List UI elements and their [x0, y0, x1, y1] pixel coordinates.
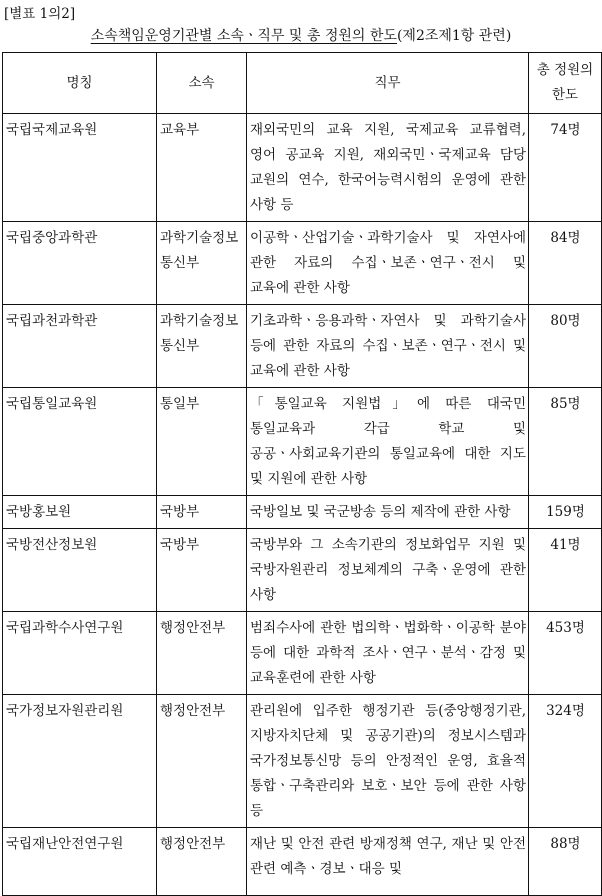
- cell-name: 국립통일교육원: [3, 388, 157, 496]
- cell-quota: 80명: [529, 305, 602, 388]
- title-suffix: (제2조제1항 관련): [396, 28, 512, 44]
- cell-affiliation: 과학기술정보통신부: [157, 305, 247, 388]
- cell-name: 국립재난안전연구원: [3, 828, 157, 896]
- cell-affiliation: 행정안전부: [157, 828, 247, 896]
- cell-affiliation: 통일부: [157, 388, 247, 496]
- header-quota: 총 정원의 한도: [529, 53, 602, 114]
- title-main: 소속책임운영기관별 소속ㆍ직무 및 총 정원의 한도: [90, 28, 397, 44]
- table-header-row: [3, 53, 602, 114]
- cell-duty: 관리원에 입주한 행정기관 등(중앙행정기관, 지방자치단체 및 공공기관)의 정보시스템과 국가정보통신망 등의 안정적인 운영, 효율적 통합ㆍ구축관리와 보호ㆍ보안 등에 관한 사항 등: [247, 695, 529, 828]
- table-row: [3, 496, 602, 529]
- cell-affiliation: 국방부: [157, 529, 247, 612]
- cell-duty: 기초과학ㆍ응용과학ㆍ자연사 및 과학기술사 등에 관한 자료의 수집ㆍ보존ㆍ연구ㆍ전시 및 교육에 관한 사항: [247, 305, 529, 388]
- cell-name: 국가정보자원관리원: [3, 695, 157, 828]
- quota-table: [2, 52, 602, 896]
- cell-duty: 국방부와 그 소속기관의 정보화업무 지원 및 국방자원관리 정보체계의 구축ㆍ운영에 관한 사항: [247, 529, 529, 612]
- cell-duty: 범죄수사에 관한 법의학ㆍ법화학ㆍ이공학 분야 등에 대한 과학적 조사ㆍ연구ㆍ분석ㆍ감정 및 교육훈련에 관한 사항: [247, 612, 529, 695]
- appendix-reference: [별표 1의2]: [4, 6, 76, 22]
- cell-quota: 41명: [529, 529, 602, 612]
- header-duty: 직무: [247, 53, 529, 114]
- cell-quota: 159명: [529, 496, 602, 529]
- cell-duty: 재외국민의 교육 지원, 국제교육 교류협력, 영어 공교육 지원, 재외국민ㆍ국제교육 담당 교원의 연수, 한국어능력시험의 운영에 관한 사항 등: [247, 114, 529, 222]
- cell-quota: 88명: [529, 828, 602, 896]
- cell-name: 국립과천과학관: [3, 305, 157, 388]
- table-row: [3, 828, 602, 896]
- cell-name: 국립중앙과학관: [3, 222, 157, 305]
- cell-affiliation: 교육부: [157, 114, 247, 222]
- cell-affiliation: 국방부: [157, 496, 247, 529]
- cell-duty: 「통일교육 지원법」에 따른 대국민 통일교육과 각급 학교 및 공공ㆍ사회교육기관의 통일교육에 대한 지도 및 지원에 관한 사항: [247, 388, 529, 496]
- cell-name: 국방전산정보원: [3, 529, 157, 612]
- document-title: [0, 25, 602, 45]
- cell-duty: 국방일보 및 국군방송 등의 제작에 관한 사항: [247, 496, 529, 529]
- header-affiliation: 소속: [157, 53, 247, 114]
- table-row: [3, 612, 602, 695]
- cell-name: 국립국제교육원: [3, 114, 157, 222]
- cell-duty: 재난 및 안전 관련 방재정책 연구, 재난 및 안전 관련 예측ㆍ경보ㆍ대응 및: [247, 828, 529, 896]
- cell-affiliation: 행정안전부: [157, 695, 247, 828]
- cell-name: 국립과학수사연구원: [3, 612, 157, 695]
- table-row: [3, 695, 602, 828]
- cell-affiliation: 행정안전부: [157, 612, 247, 695]
- cell-quota: 453명: [529, 612, 602, 695]
- cell-quota: 85명: [529, 388, 602, 496]
- table-row: [3, 529, 602, 612]
- cell-name: 국방홍보원: [3, 496, 157, 529]
- table-row: [3, 388, 602, 496]
- table-row: [3, 222, 602, 305]
- table-row: [3, 305, 602, 388]
- cell-duty: 이공학ㆍ산업기술ㆍ과학기술사 및 자연사에 관한 자료의 수집ㆍ보존ㆍ연구ㆍ전시 및 교육에 관한 사항: [247, 222, 529, 305]
- cell-quota: 324명: [529, 695, 602, 828]
- cell-quota: 74명: [529, 114, 602, 222]
- cell-affiliation: 과학기술정보통신부: [157, 222, 247, 305]
- header-name: 명칭: [3, 53, 157, 114]
- table-row: [3, 114, 602, 222]
- cell-quota: 84명: [529, 222, 602, 305]
